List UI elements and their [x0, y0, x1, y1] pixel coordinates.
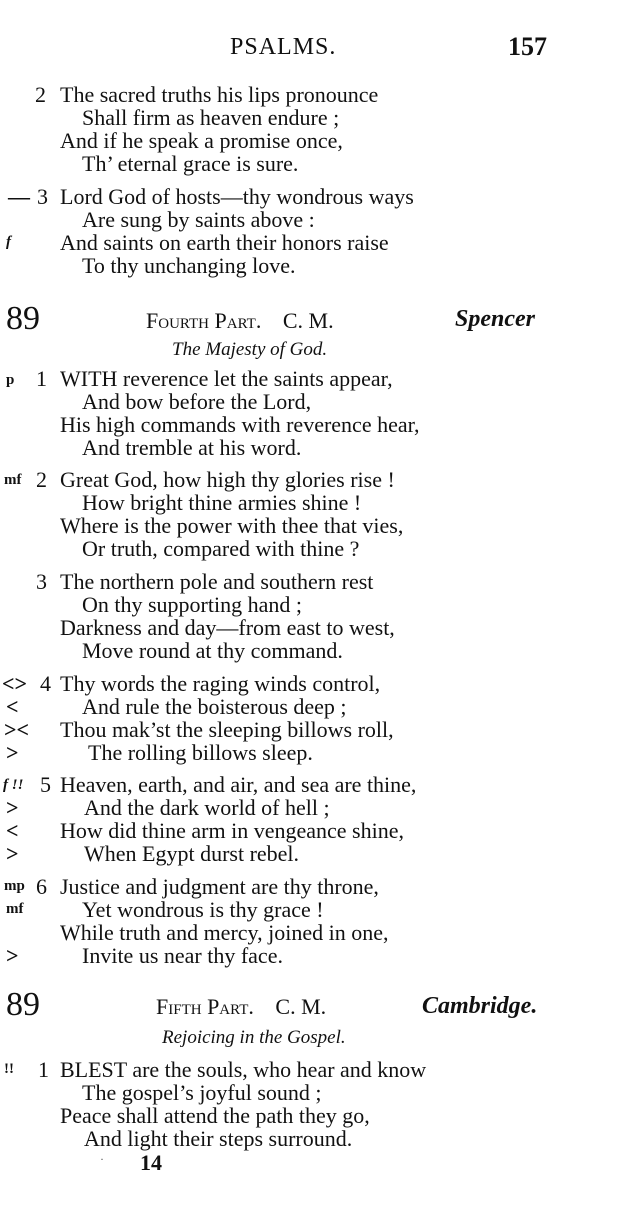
verse-line: Lord God of hosts—thy wondrous ways — [60, 184, 414, 209]
verse-line: And light their steps surround. — [84, 1126, 353, 1151]
dynamic-mark: <> — [2, 671, 28, 696]
verse-line: Great God, how high thy glories rise ! — [60, 467, 395, 492]
verse-line: Heaven, earth, and air, and sea are thine, — [60, 772, 417, 797]
hymn-number: 89 — [6, 986, 40, 1023]
meter: C. M. — [282, 308, 334, 333]
verse-line: Peace shall attend the path they go, — [60, 1103, 370, 1128]
part-label: Fifth Part. — [156, 994, 254, 1019]
verse-line: Th’ eternal grace is sure. — [82, 151, 299, 176]
dynamic-mark: p — [6, 372, 15, 388]
part-title — [146, 308, 334, 334]
verse-line: Thou mak’st the sleeping billows roll, — [60, 717, 394, 742]
dynamic-mark: >< — [4, 717, 30, 742]
verse-line: On thy supporting hand ; — [82, 592, 302, 617]
stanza-number: 1 — [36, 366, 47, 391]
dynamic-mark: mf — [4, 472, 22, 488]
hymn-subtitle: Rejoicing in the Gospel. — [162, 1027, 346, 1048]
verse-line: Justice and judgment are thy throne, — [60, 874, 379, 899]
verse-line: And if he speak a promise once, — [60, 128, 343, 153]
verse-line: Where is the power with thee that vies, — [60, 513, 404, 538]
part-label: Fourth Part. — [146, 308, 262, 333]
verse-line: How bright thine armies shine ! — [82, 490, 362, 515]
verse-line: And rule the boisterous deep ; — [82, 694, 347, 719]
verse-line: When Egypt durst rebel. — [84, 841, 300, 866]
stanza-number: 3 — [37, 184, 48, 209]
dynamic-mark: < — [6, 694, 19, 719]
verse-line: WITH reverence let the saints appear, — [60, 366, 393, 391]
verse-line: Yet wondrous is thy grace ! — [82, 897, 324, 922]
tune-name: Spencer — [455, 306, 535, 332]
stanza-number: 5 — [40, 772, 51, 797]
verse-line: The northern pole and southern rest — [60, 569, 374, 594]
verse-line: The gospel’s joyful sound ; — [82, 1080, 322, 1105]
dynamic-mark: > — [6, 795, 19, 820]
verse-line: His high commands with reverence hear, — [60, 412, 420, 437]
verse-line: And bow before the Lord, — [82, 389, 312, 414]
verse-line: And saints on earth their honors raise — [60, 230, 389, 255]
verse-line: Shall firm as heaven endure ; — [82, 105, 340, 130]
verse-line: How did thine arm in vengeance shine, — [60, 818, 404, 843]
page-number: 157 — [508, 32, 547, 61]
verse-line: Or truth, compared with thine ? — [82, 536, 360, 561]
stanza-number: 2 — [35, 82, 46, 107]
stanza-number: 2 — [36, 467, 47, 492]
verse-line: Invite us near thy face. — [82, 943, 283, 968]
part-title — [156, 994, 326, 1020]
verse-line: Darkness and day—from east to west, — [60, 615, 395, 640]
verse-line: And the dark world of hell ; — [84, 795, 330, 820]
dynamic-mark: > — [6, 740, 19, 765]
stanza-number: 3 — [36, 569, 47, 594]
dynamic-mark: < — [6, 818, 19, 843]
verse-line: And tremble at his word. — [82, 435, 302, 460]
dynamic-mark: mp — [4, 878, 25, 894]
verse-line: While truth and mercy, joined in one, — [60, 920, 389, 945]
dynamic-mark: f — [6, 234, 11, 250]
tune-name: Cambridge. — [422, 993, 538, 1019]
verse-line: Are sung by saints above : — [82, 207, 315, 232]
dynamic-mark: > — [6, 841, 19, 866]
signature-mark: 14 — [140, 1150, 162, 1175]
dynamic-mark: f !! — [3, 777, 24, 793]
printer-mark: · — [100, 1152, 104, 1166]
stanza-number: 6 — [36, 874, 47, 899]
verse-line: To thy unchanging love. — [82, 253, 296, 278]
verse-line: The rolling billows sleep. — [88, 740, 313, 765]
dynamic-mark: !! — [4, 1061, 14, 1077]
dynamic-mark: > — [6, 943, 19, 968]
dynamic-mark: mf — [6, 901, 24, 917]
verse-line: Move round at thy command. — [82, 638, 343, 663]
running-header: PSALMS. — [230, 34, 337, 60]
verse-line: BLEST are the souls, who hear and know — [60, 1057, 427, 1082]
verse-line: The sacred truths his lips pronounce — [60, 82, 379, 107]
hymn-subtitle: The Majesty of God. — [172, 339, 328, 360]
hymn-number: 89 — [6, 300, 40, 337]
stanza-number: 4 — [40, 671, 51, 696]
stanza-number: 1 — [38, 1057, 49, 1082]
dynamic-mark: — — [8, 184, 30, 209]
meter: C. M. — [275, 994, 327, 1019]
verse-line: Thy words the raging winds control, — [60, 671, 381, 696]
